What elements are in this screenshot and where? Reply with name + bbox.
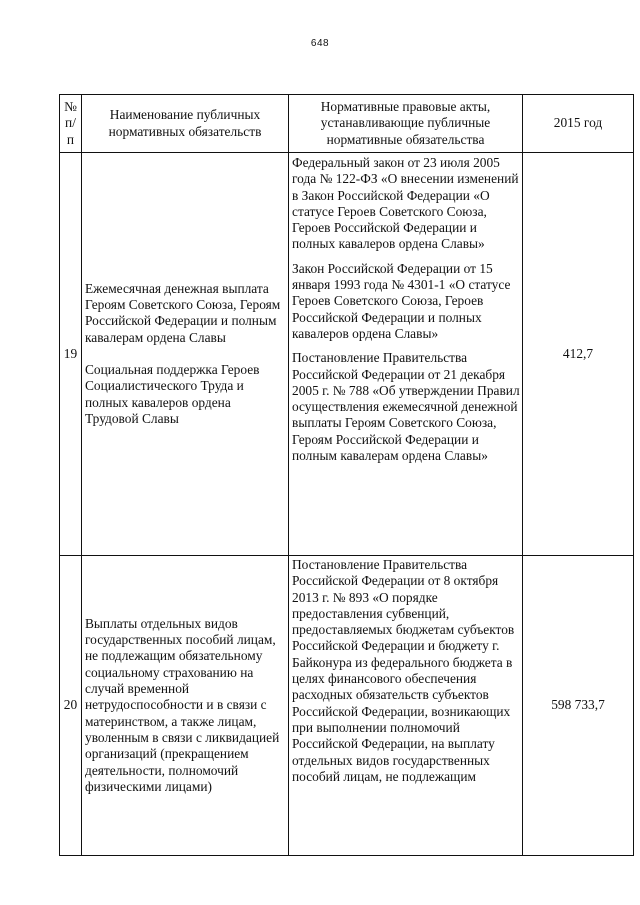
legal-acts-cell [289, 556, 523, 856]
page-number: 648 [310, 38, 330, 49]
obligation-name: Социальная поддержка Героев Социалистического Труда и полных кавалеров ордена Трудовой Славы [85, 362, 260, 426]
obligations-table [59, 94, 634, 856]
legal-act: Федеральный закон от 23 июля 2005 года № 122-ФЗ «О внесении изменений в Закон Российской Федерации «О статусе Героев Советского Союза, Героев Российской Федерации и полных кавалеров ордена Славы» [292, 155, 519, 252]
obligation-name: Ежемесячная денежная выплата Героям Советского Союза, Героям Российской Федерации и полным кавалерам ордена Славы [85, 280, 281, 345]
table-row [60, 153, 634, 556]
header-name: Наименование публичных нормативных обязательств [82, 95, 289, 153]
table-header-row [60, 95, 634, 153]
header-num: № п/п [60, 95, 82, 153]
row-number: 19 [60, 153, 82, 556]
row-number: 20 [60, 556, 82, 856]
obligation-name-cell [82, 153, 289, 556]
legal-act: Постановление Правительства Российской Федерации от 21 декабря 2005 г. № 788 «Об утверждении Правил осуществления ежемесячной денежной выплаты Героям Советского Союза, Героям Российской Федерации и полным кавалерам ордена Славы» [292, 350, 520, 464]
legal-act: Закон Российской Федерации от 15 января 1993 года № 4301-1 «О статусе Героев Советского Союза, Героев Российской Федерации и полных кавалеров ордена Славы» [292, 260, 511, 341]
legal-act: Постановление Правительства Российской Федерации от 8 октября 2013 г. № 893 «О порядке предоставления субвенций, предоставляемых бюджетам субъектов Российской Федерации и бюджету г. Байконура из федерального бюджета в целях финансового обеспечения расходных обязательств субъектов Российской Федерации, возникающих при выполнении полномочий Российской Федерации, на выплату отдельных видов государственных пособий лицам, не подлежащим [292, 557, 515, 784]
amount-2015: 598 733,7 [523, 556, 634, 856]
header-year: 2015 год [523, 95, 634, 153]
obligation-name-cell [82, 556, 289, 856]
table-row [60, 556, 634, 856]
legal-acts-cell [289, 153, 523, 556]
amount-2015: 412,7 [523, 153, 634, 556]
obligation-name: Выплаты отдельных видов государственных пособий лицам, не подлежащим обязательному социальному страхованию на случай временной нетрудоспособности и в связи с материнством, а также лицам, уволенным в связи с ликвидацией организаций (прекращением деятельности, полномочий физическими лицами) [85, 615, 280, 794]
header-acts: Нормативные правовые акты, устанавливающие публичные нормативные обязательства [289, 95, 523, 153]
